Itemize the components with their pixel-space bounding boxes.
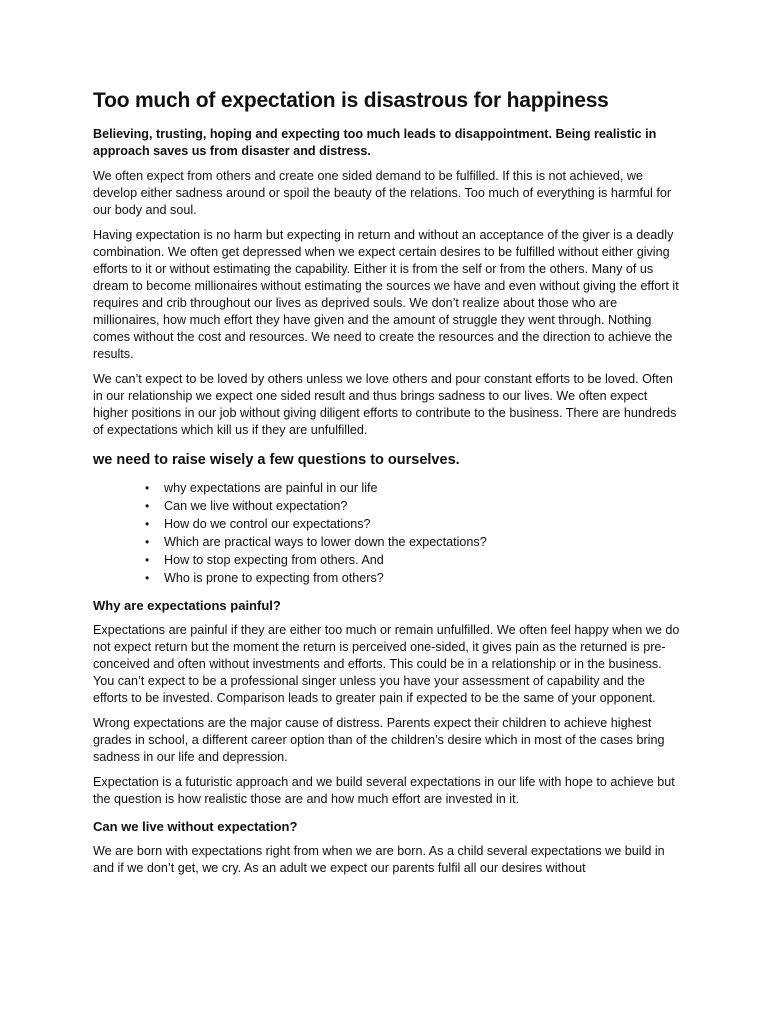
document-body — [93, 88, 683, 885]
body-paragraph: Having expectation is no harm but expecting in return and without an acceptance of the giver is a deadly combination. We often get depressed when we expect certain desires to be fulfilled without either giving efforts to it or without estimating the capability. Either it is from the self or from the others. Many of us dream to become millionaires without estimating the sources we have and even without giving the effort it requires and crib throughout our lives as deprived souls. We don’t realize about those who are millionaires, how much effort they have given and the amount of struggle they went through. Nothing comes without the cost and resources. We need to create the resources and the direction to achieve the results. — [93, 228, 679, 361]
bullet-icon: • — [145, 499, 150, 513]
bullet-icon: • — [145, 481, 150, 495]
section-heading: Why are expectations painful? — [93, 598, 281, 613]
bullet-icon: • — [145, 571, 150, 585]
body-paragraph: Expectation is a futuristic approach and we build several expectations in our life with hope to achieve but the question is how realistic those are and how much effort are invested in it. — [93, 775, 675, 806]
list-item — [93, 569, 683, 587]
body-paragraph: We can’t expect to be loved by others unless we love others and pour constant efforts to be loved. Often in our relationship we expect one sided result and thus brings sadness to our lives. We often expect higher positions in our job without giving diligent efforts to contribute to the business. There are hundreds of expectations which kill us if they are unfulfilled. — [93, 372, 677, 437]
body-paragraph: We often expect from others and create one sided demand to be fulfilled. If this is not achieved, we develop either sadness around or spoil the beauty of the relations. Too much of everything is harmful for our body and soul. — [93, 169, 672, 217]
section-heading: Can we live without expectation? — [93, 819, 298, 834]
intro-paragraph: Believing, trusting, hoping and expecting too much leads to disappointment. Being realistic in approach saves us from disaster and distress. — [93, 127, 657, 158]
body-paragraph: Expectations are painful if they are either too much or remain unfulfilled. We often feel happy when we do not expect return but the moment the return is perceived one-sided, it gives pain as the returned is pre-conceived and often without investments and efforts. This could be in a relationship or in the business. You can’t expect to be a professional singer unless you have your assessment of capability and the efforts to be invested. Comparison leads to greater pain if expected to be the same of your opponent. — [93, 623, 680, 705]
list-item-text: How to stop expecting from others. And — [164, 553, 384, 567]
list-item-text: Can we live without expectation? — [164, 499, 348, 513]
list-item-text: Who is prone to expecting from others? — [164, 571, 384, 585]
list-item — [93, 533, 683, 551]
questions-list — [93, 479, 683, 587]
list-item-text: Which are practical ways to lower down the expectations? — [164, 535, 487, 549]
bullet-icon: • — [145, 535, 150, 549]
list-item — [93, 497, 683, 515]
list-item-text: How do we control our expectations? — [164, 517, 371, 531]
list-item — [93, 479, 683, 497]
body-paragraph: Wrong expectations are the major cause of distress. Parents expect their children to achieve highest grades in school, a different career option than of the children’s desire which in most of the cases bring sadness in our life and depression. — [93, 716, 665, 764]
bullet-icon: • — [145, 553, 150, 567]
document-title: Too much of expectation is disastrous for happiness — [93, 89, 609, 112]
questions-heading: we need to raise wisely a few questions to ourselves. — [93, 452, 460, 468]
list-item — [93, 515, 683, 533]
bullet-icon: • — [145, 517, 150, 531]
list-item — [93, 551, 683, 569]
body-paragraph: We are born with expectations right from when we are born. As a child several expectations we build in and if we don’t get, we cry. As an adult we expect our parents fulfil all our desires without — [93, 844, 665, 875]
list-item-text: why expectations are painful in our life — [164, 481, 378, 495]
